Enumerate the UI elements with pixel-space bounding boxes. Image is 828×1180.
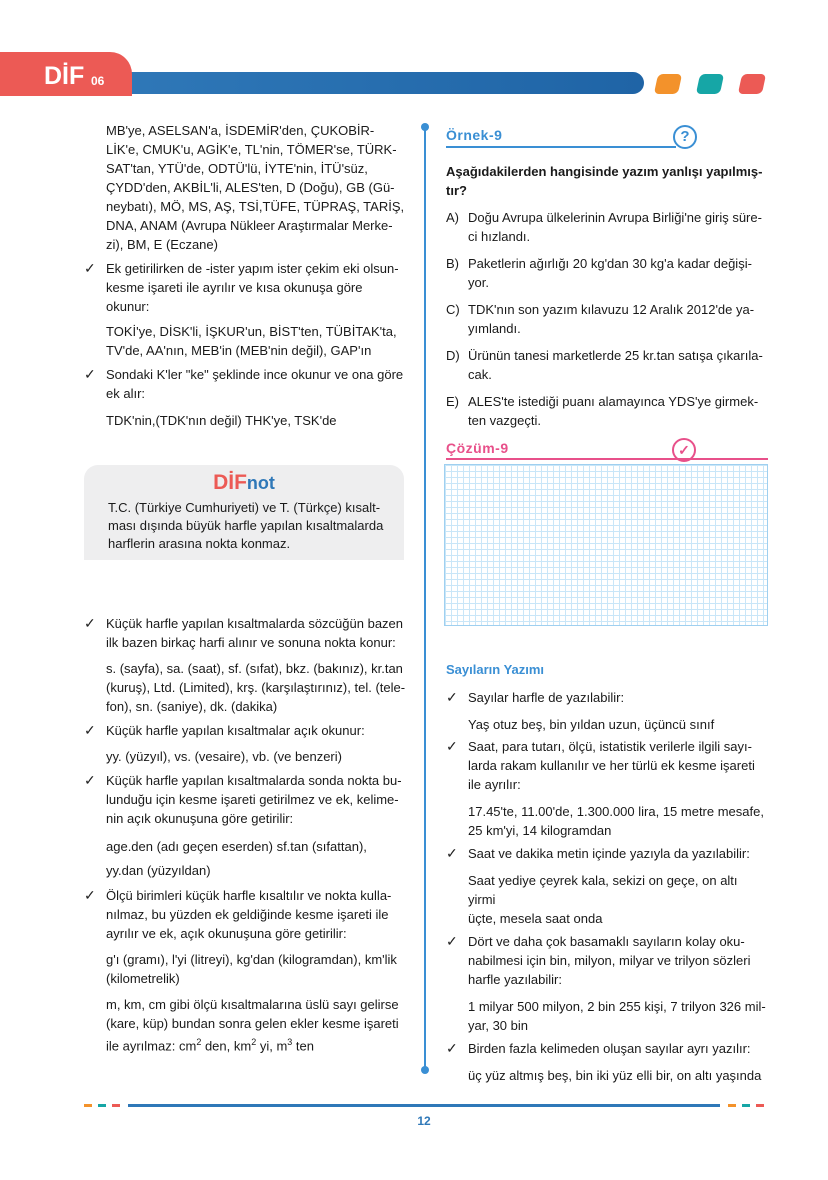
- text-span: cm: [178, 1038, 197, 1054]
- text-line: ÇYDD'den, AKBİL'li, ALES'ten, D (Doğu), GB (Gü-: [106, 180, 395, 195]
- text-line: ci hızlandı.: [468, 229, 531, 244]
- text-line: TOKİ'ye, DİSK'li, İŞKUR'un, BİST'ten, TÜBİTAK'ta,: [106, 324, 397, 339]
- text-line: TDK'nın son yazım kılavuzu 12 Aralık 2012'de ya-: [468, 302, 755, 317]
- difnot-title-brand: DİF: [213, 471, 247, 494]
- example-body: [446, 162, 768, 430]
- text-line: Küçük harfle yapılan kısaltmalar açık okunur:: [106, 723, 365, 738]
- text-line: 25 km'yi, 14 kilogramdan: [468, 823, 612, 838]
- footer-dash: [756, 1104, 764, 1107]
- text-line: 17.45'te, 11.00'de, 1.300.000 lira, 15 metre mesafe,: [468, 804, 764, 819]
- rule-nokta: [82, 771, 406, 828]
- text-line: lunduğu için kesme işareti getirilmez ve ek, kelime-: [106, 792, 399, 807]
- check-icon: ✓: [446, 738, 458, 754]
- text-line: DNA, ANAM (Avrupa Nükleer Araştırmalar Merke-: [106, 218, 393, 233]
- option-d[interactable]: [446, 346, 768, 384]
- text-line: (kare, küp) bundan sonra gelen ekler kesme işareti: [106, 1016, 399, 1031]
- example-label: Örnek-9: [446, 127, 503, 143]
- rule-k: [82, 365, 406, 403]
- text-line: kesme işareti ile ayrılır ve kısa okunuşa göre okunur:: [106, 280, 363, 314]
- text-line: SAT'tan, YTÜ'de, ODTÜ'lü, İYTE'nin, İTÜ'süz,: [106, 161, 368, 176]
- text-line: s. (sayfa), sa. (saat), sf. (sıfat), bkz. (bakınız), kr.tan: [106, 661, 403, 676]
- text-line: Ölçü birimleri küçük harfle kısaltılır ve nokta kulla-: [106, 888, 392, 903]
- brand-logo: DİF: [44, 62, 85, 90]
- text-span: den, km: [201, 1038, 252, 1054]
- rule-olcu: [82, 886, 406, 943]
- option-letter: C): [446, 302, 460, 317]
- text-line: fon), sn. (saniye), dk. (dakika): [106, 699, 278, 714]
- divider-dot-bottom: [421, 1066, 429, 1074]
- text-line: Saat yediye çeyrek kala, sekizi on geçe, on altı yirmi: [468, 873, 738, 907]
- example-number: [444, 871, 768, 928]
- text-line: LİK'e, CMUK'u, AGİK'e, TL'nin, TÖMER'se, TÜRK-: [106, 142, 397, 157]
- example-number: [444, 1066, 768, 1085]
- rule-ek: [82, 259, 406, 316]
- option-letter: A): [446, 210, 459, 225]
- text-line: T.C. (Türkiye Cumhuriyeti) ve T. (Türkçe) kısalt-: [108, 500, 381, 515]
- check-icon: ✓: [446, 689, 458, 705]
- text-line: Dört ve daha çok basamaklı sayıların kolay oku-: [468, 934, 745, 949]
- text-line: zi), BM, E (Eczane): [106, 237, 218, 252]
- text-line: Birden fazla kelimeden oluşan sayılar ayrı yazılır:: [468, 1041, 751, 1056]
- text-line: MB'ye, ASELSAN'a, İSDEMİR'den, ÇUKOBİR-: [106, 123, 375, 138]
- solution-label: Çözüm-9: [446, 440, 509, 456]
- text-line: nin açık okunuşuna göre getirilir:: [106, 811, 294, 826]
- divider-dot-top: [421, 123, 429, 131]
- text-line: Saat ve dakika metin içinde yazıyla da yazılabilir:: [468, 846, 750, 861]
- option-letter: D): [446, 348, 460, 363]
- example-nokta: [82, 835, 406, 883]
- option-c[interactable]: [446, 300, 768, 338]
- text-line: Saat, para tutarı, ölçü, istatistik verilerle ilgili sayı-: [468, 739, 752, 754]
- text-line: (kilometrelik): [106, 971, 180, 986]
- text-line: yor.: [468, 275, 489, 290]
- check-icon: ✓: [84, 260, 96, 276]
- solution-grid[interactable]: [444, 464, 768, 626]
- text-span: ile ayrılmaz:: [106, 1038, 176, 1054]
- left-column-bottom: [82, 614, 406, 1055]
- example-number: [444, 997, 768, 1035]
- text-line: ilk bazen birkaç harfi alınır ve sonuna nokta konur:: [106, 635, 396, 650]
- rule-acik: [82, 721, 406, 740]
- footer-dash: [742, 1104, 750, 1107]
- option-b[interactable]: [446, 254, 768, 292]
- example-acik: [82, 747, 406, 766]
- text-line: tır?: [446, 183, 467, 198]
- page-number: 12: [417, 1114, 431, 1128]
- text-span: yi, m: [256, 1038, 288, 1054]
- header-bar: [116, 72, 644, 94]
- check-icon: ✓: [84, 366, 96, 382]
- example-olcu: [82, 950, 406, 988]
- text-line: Ek getirilirken de -ister yapım ister çekim eki olsun-: [106, 261, 399, 276]
- footer-line: [128, 1104, 720, 1107]
- footer-dash: [98, 1104, 106, 1107]
- numbers-rules: [444, 688, 768, 1085]
- text-line: [106, 1033, 406, 1055]
- text-line: age.den (adı geçen eserden) sf.tan (sıfattan),: [106, 839, 367, 854]
- text-line: ile ayrılır:: [468, 777, 521, 792]
- rule-number: [444, 844, 768, 863]
- question-icon: ?: [673, 125, 697, 149]
- deco-orange: [654, 74, 682, 94]
- difnot-text: [84, 495, 404, 553]
- example-ek: [82, 322, 406, 360]
- option-letter: B): [446, 256, 459, 271]
- text-line: harflerin arasına nokta konmaz.: [108, 536, 291, 551]
- check-icon: ✓: [446, 933, 458, 949]
- text-line: yar, 30 bin: [468, 1018, 528, 1033]
- deco-teal: [696, 74, 724, 94]
- check-icon: ✓: [84, 887, 96, 903]
- text-line: Küçük harfle yapılan kısaltmalarda sözcüğün bazen: [106, 616, 404, 631]
- issue-number: 06: [91, 74, 105, 88]
- footer-dash: [112, 1104, 120, 1107]
- text-line: harfle yazılabilir:: [468, 972, 562, 987]
- text-line: yy.dan (yüzyıldan): [106, 863, 211, 878]
- text-line: g'ı (gramı), l'yi (litreyi), kg'dan (kilogramdan), km'lik: [106, 952, 397, 967]
- difnot-title: [84, 471, 404, 495]
- rule-number: [444, 1039, 768, 1058]
- text-line: ek alır:: [106, 386, 146, 401]
- option-letter: E): [446, 394, 459, 409]
- text-line: Küçük harfle yapılan kısaltmalarda sonda nokta bu-: [106, 773, 402, 788]
- text-line: Ürünün tanesi marketlerde 25 kr.tan satışa çıkarıla-: [468, 348, 763, 363]
- example-underline: [446, 146, 676, 148]
- check-icon: ✓: [446, 1040, 458, 1056]
- text-line: ayrılır ve ek, açık okunuşuna göre getirilir:: [106, 926, 347, 941]
- rule-number: [444, 688, 768, 707]
- text-line: (kuruş), Ltd. (Limited), krş. (karşılaştırınız), tel. (tele-: [106, 680, 406, 695]
- text-line: TDK'nin,(TDK'nın değil) THK'ye, TSK'de: [106, 413, 337, 428]
- text-line: üçte, mesela saat onda: [468, 911, 603, 926]
- check-icon: ✓: [84, 615, 96, 631]
- option-a[interactable]: [446, 208, 768, 246]
- superscript: 3: [287, 1037, 293, 1047]
- text-line: Sondaki K'ler "ke" şeklinde ince okunur ve ona göre: [106, 367, 404, 382]
- section-title: Sayıların Yazımı: [446, 662, 545, 677]
- text-line: Aşağıdakilerden hangisinde yazım yanlışı yapılmış-: [446, 164, 763, 179]
- superscript: 2: [251, 1037, 257, 1047]
- text-line: nabilmesi için bin, milyon, milyar ve trilyon sözleri: [468, 953, 751, 968]
- text-line: ten vazgeçti.: [468, 413, 541, 428]
- intro-examples: [82, 121, 406, 254]
- example-k: [82, 411, 406, 430]
- solution-underline: [446, 458, 768, 460]
- text-line: TV'de, AA'nın, MEB'in (MEB'nin değil), GAP'ın: [106, 343, 372, 358]
- text-line: Yaş otuz beş, bin yıldan uzun, üçüncü sınıf: [468, 717, 715, 732]
- example-number: [444, 802, 768, 840]
- text-line: yımlandı.: [468, 321, 521, 336]
- text-line: üç yüz altmış beş, bin iki yüz elli bir, on altı yaşında: [468, 1068, 762, 1083]
- rule-number: [444, 737, 768, 794]
- example-kucuk: [82, 659, 406, 716]
- rule-kucuk: [82, 614, 406, 652]
- difnot-box: [84, 465, 404, 560]
- text-line: Doğu Avrupa ülkelerinin Avrupa Birliği'ne giriş süre-: [468, 210, 762, 225]
- example-number: [444, 715, 768, 734]
- column-divider: [424, 126, 426, 1070]
- text-line: 1 milyar 500 milyon, 2 bin 255 kişi, 7 trilyon 326 mil-: [468, 999, 766, 1014]
- check-icon: ✓: [84, 772, 96, 788]
- difnot-title-note: not: [246, 473, 275, 493]
- option-e[interactable]: [446, 392, 768, 430]
- text-line: larda rakam kullanılır ve her türlü ek kesme işareti: [468, 758, 755, 773]
- deco-red: [738, 74, 766, 94]
- superscript: 2: [196, 1037, 202, 1047]
- rule-number: [444, 932, 768, 989]
- text-line: ALES'te istediği puanı alamayınca YDS'ye girmek-: [468, 394, 759, 409]
- text-line: ması dışında büyük harfle yapılan kısaltmalarda: [108, 518, 384, 533]
- text-line: Sayılar harfle de yazılabilir:: [468, 690, 625, 705]
- text-line: cak.: [468, 367, 492, 382]
- text-line: neybatı), MÖ, MS, AŞ, TSİ,TÜFE, TÜPRAŞ, TARİŞ,: [106, 199, 405, 214]
- example-question: [446, 162, 768, 200]
- check-icon: ✓: [446, 845, 458, 861]
- text-line: Paketlerin ağırlığı 20 kg'dan 30 kg'a kadar değişi-: [468, 256, 752, 271]
- text-line: yy. (yüzyıl), vs. (vesaire), vb. (ve benzeri): [106, 749, 342, 764]
- example-us: [82, 995, 406, 1055]
- check-icon: ✓: [84, 722, 96, 738]
- left-column-top: [82, 121, 406, 430]
- text-line: nılmaz, bu yüzden ek geldiğinde kesme işareti ile: [106, 907, 389, 922]
- text-span: ten: [292, 1038, 314, 1054]
- footer-dash: [728, 1104, 736, 1107]
- footer-dash: [84, 1104, 92, 1107]
- checkmark-circle-icon: ✓: [672, 438, 696, 462]
- text-line: m, km, cm gibi ölçü kısaltmalarına üslü sayı gelirse: [106, 997, 399, 1012]
